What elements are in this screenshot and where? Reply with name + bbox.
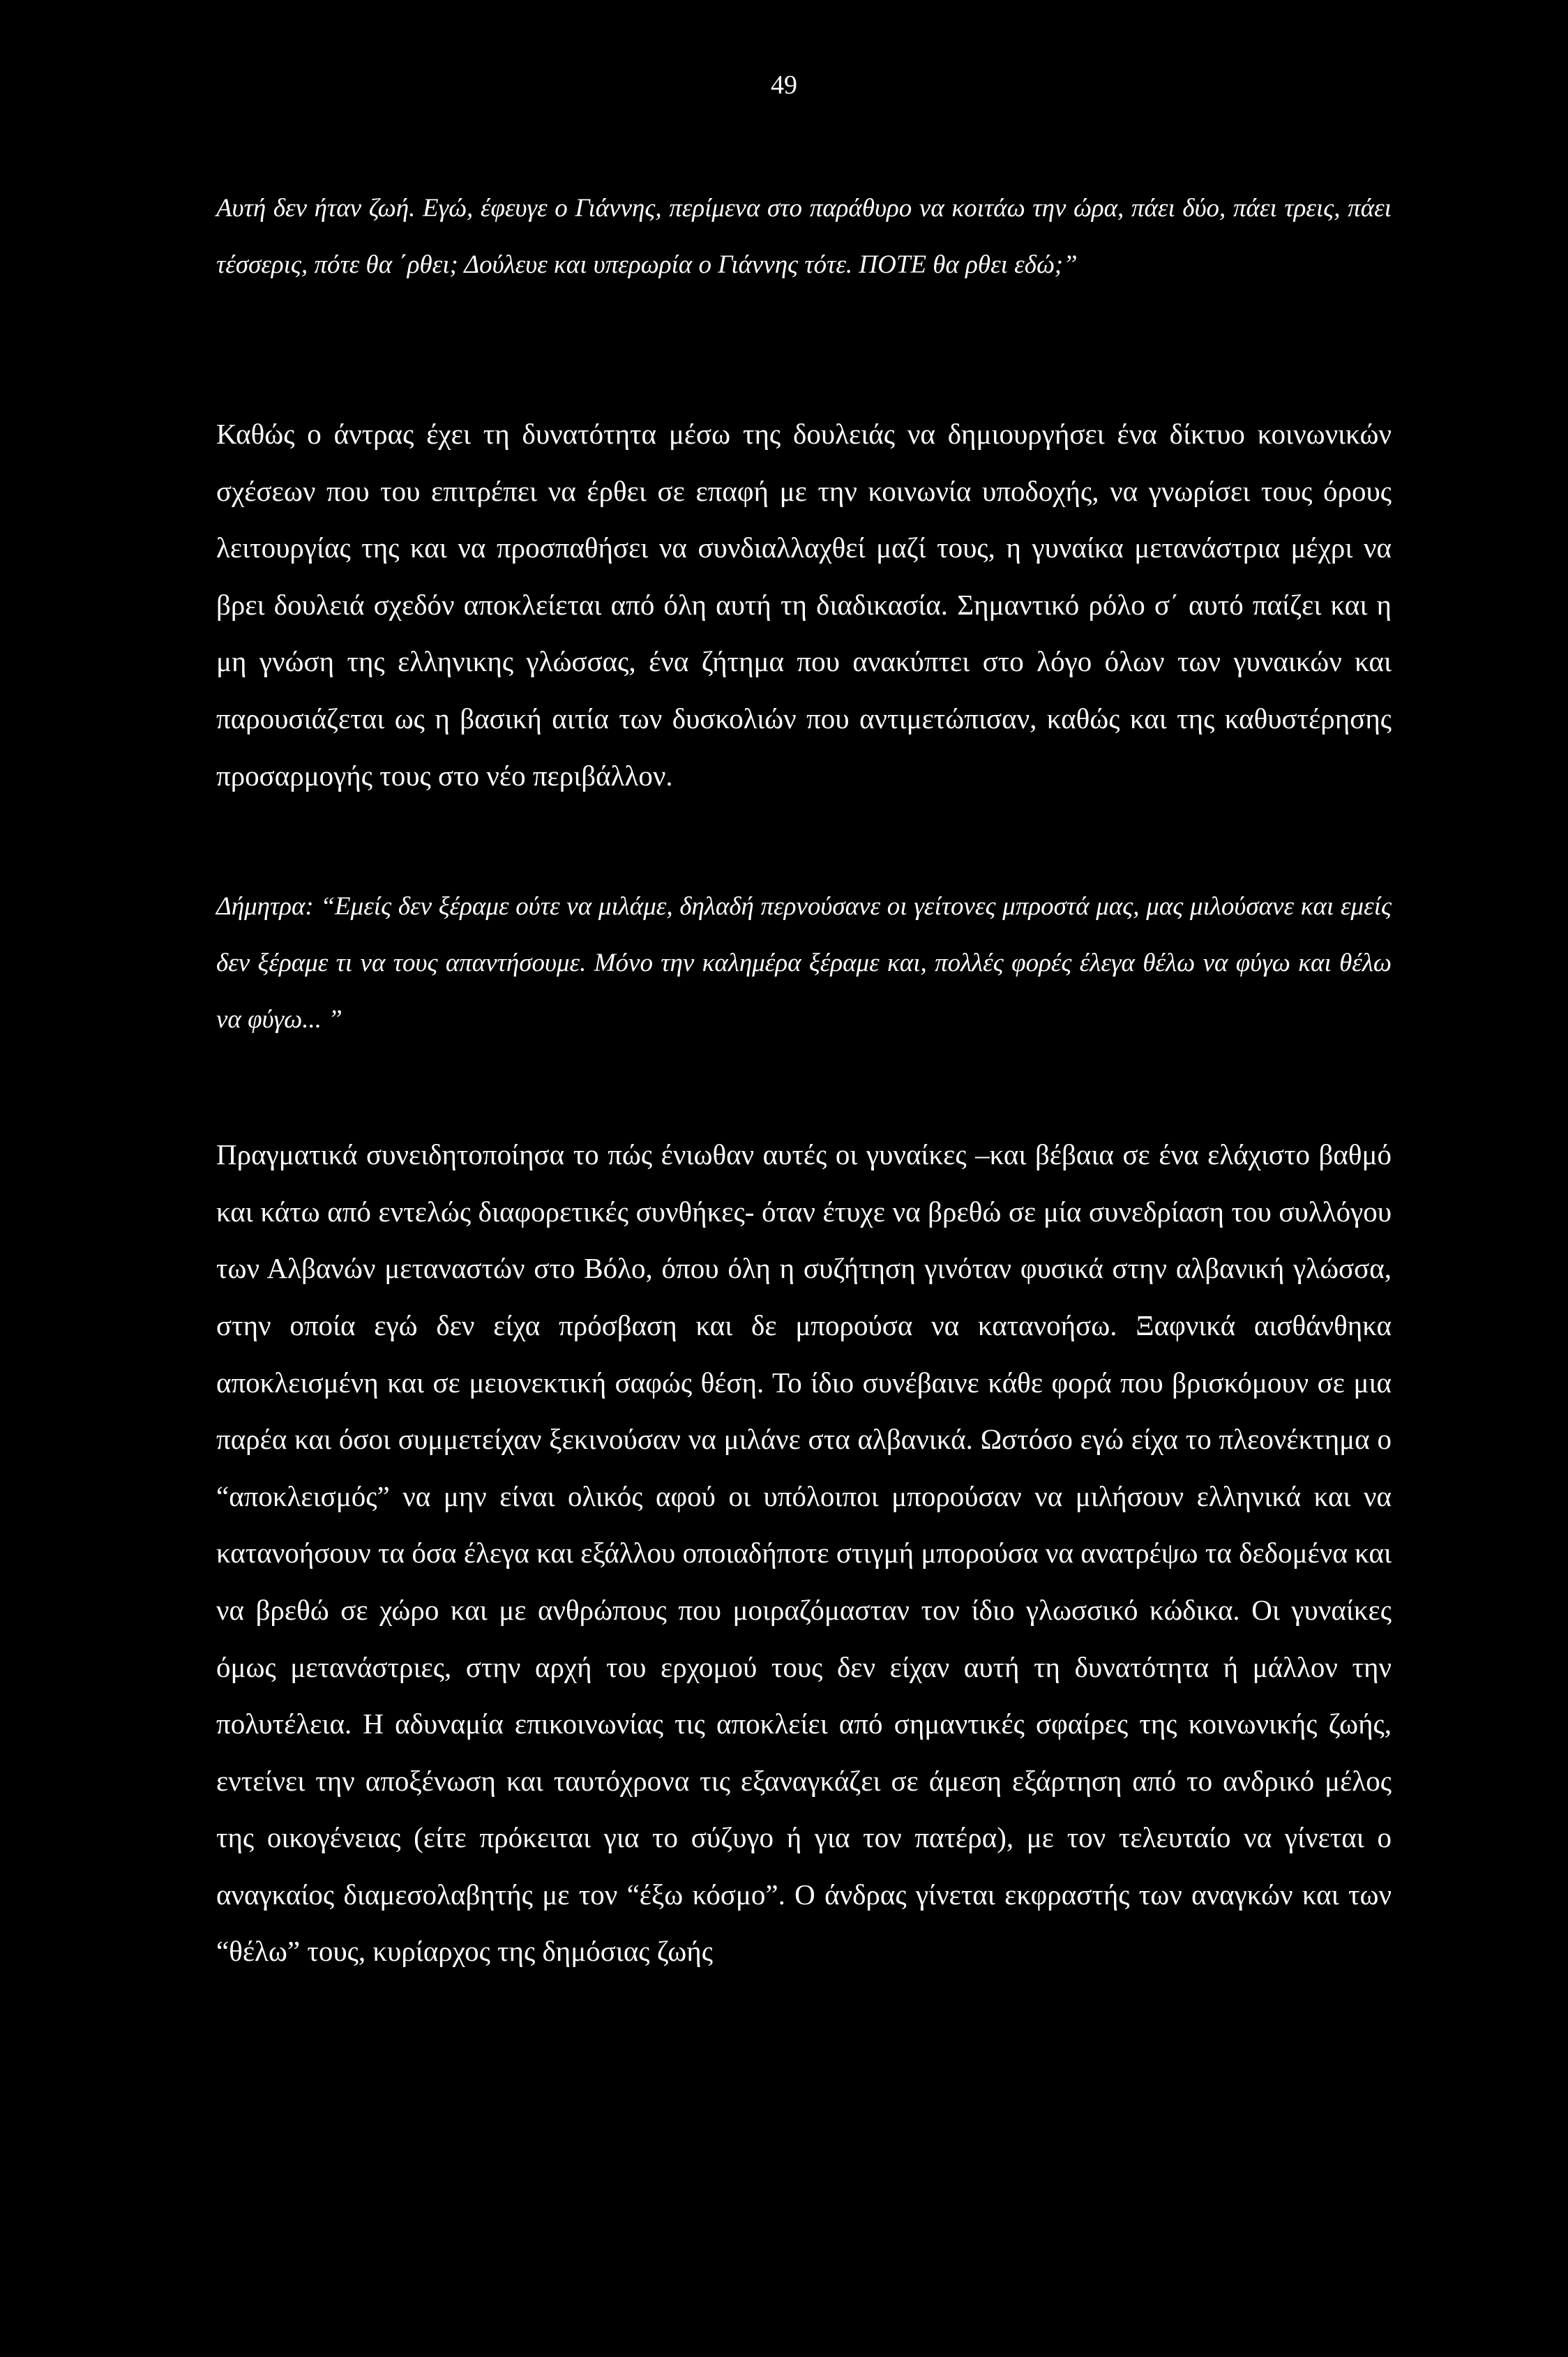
interview-quote-dimitra: Δήμητρα: “Εμείς δεν ξέραμε ούτε να μιλάμε, δηλαδή περνούσανε οι γείτονες μπροστά μας, μας μιλούσανε και εμείς δεν ξέραμε τι να τους απαντήσουμε. Μόνο την καλημέρα ξέραμε και, πολλές φορές έλεγα θέλω να φύγω και θέλω να φύγω... ” [216,892,1392,1034]
text-column [216,180,1392,1980]
page-number: 49 [771,70,797,100]
interview-quote: Αυτή δεν ήταν ζωή. Εγώ, έφευγε ο Γιάννης, περίμενα στο παράθυρο να κοιτάω την ώρα, πάει δύο, πάει τρεις, πάει τέσσερις, πότε θα ΄ρθει; Δούλευε και υπερωρία ο Γιάννης τότε. ΠΟΤΕ θα ρθει εδώ;” [216,194,1392,279]
body-paragraph: Πραγματικά συνειδητοποίησα το πώς ένιωθαν αυτές οι γυναίκες –και βέβαια σε ένα ελάχιστο βαθμό και κάτω από εντελώς διαφορετικές συνθήκες- όταν έτυχε να βρεθώ σε μία συνεδρίαση του συλλόγου των Αλβανών μεταναστών στο Βόλο, όπου όλη η συζήτηση γινόταν φυσικά στην αλβανική γλώσσα, στην οποία εγώ δεν είχα πρόσβαση και δε μπορούσα να κατανοήσω. Ξαφνικά αισθάνθηκα αποκλεισμένη και σε μειονεκτική σαφώς θέση. Το ίδιο συνέβαινε κάθε φορά που βρισκόμουν σε μια παρέα και όσοι συμμετείχαν ξεκινούσαν να μιλάνε στα αλβανικά. Ωστόσο εγώ είχα το πλεονέκτημα ο “αποκλεισμός” να μην είναι ολικός αφού οι υπόλοιποι μπορούσαν να μιλήσουν ελληνικά και να κατανοήσουν τα όσα έλεγα και εξάλλου οποιαδήποτε στιγμή μπορούσα να ανατρέψω τα δεδομένα και να βρεθώ σε χώρο και με ανθρώπους που μοιραζόμασταν τον ίδιο γλωσσικό κώδικα. Οι γυναίκες όμως μετανάστριες, στην αρχή του ερχομού τους δεν είχαν αυτή τη δυνατότητα ή μάλλον την πολυτέλεια. Η αδυναμία επικοινωνίας τις αποκλείει από σημαντικές σφαίρες της κοινωνικής ζωής, εντείνει την αποξένωση και ταυτόχρονα τις εξαναγκάζει σε άμεση εξάρτηση από το ανδρικό μέλος της οικογένειας (είτε πρόκειται για το σύζυγο ή για τον πατέρα), με τον τελευταίο να γίνεται ο αναγκαίος διαμεσολαβητής με τον “έξω κόσμο”. Ο άνδρας γίνεται εκφραστής των αναγκών και των “θέλω” τους, κυρίαρχος της δημόσιας ζωής [216,1138,1392,1968]
body-paragraph: Καθώς ο άντρας έχει τη δυνατότητα μέσω της δουλειάς να δημιουργήσει ένα δίκτυο κοινωνικών σχέσεων που του επιτρέπει να έρθει σε επαφή με την κοινωνία υποδοχής, να γνωρίσει τους όρους λειτουργίας της και να προσπαθήσει να συνδιαλλαχθεί μαζί τους, η γυναίκα μετανάστρια μέχρι να βρει δουλειά σχεδόν αποκλείεται από όλη αυτή τη διαδικασία. Σημαντικό ρόλο σ΄ αυτό παίζει και η μη γνώση της ελληνικης γλώσσας, ένα ζήτημα που ανακύπτει στο λόγο όλων των γυναικών και παρουσιάζεται ως η βασική αιτία των δυσκολιών που αντιμετώπισαν, καθώς και της καθυστέρησης προσαρμογής τους στο νέο περιβάλλον. [216,418,1392,792]
